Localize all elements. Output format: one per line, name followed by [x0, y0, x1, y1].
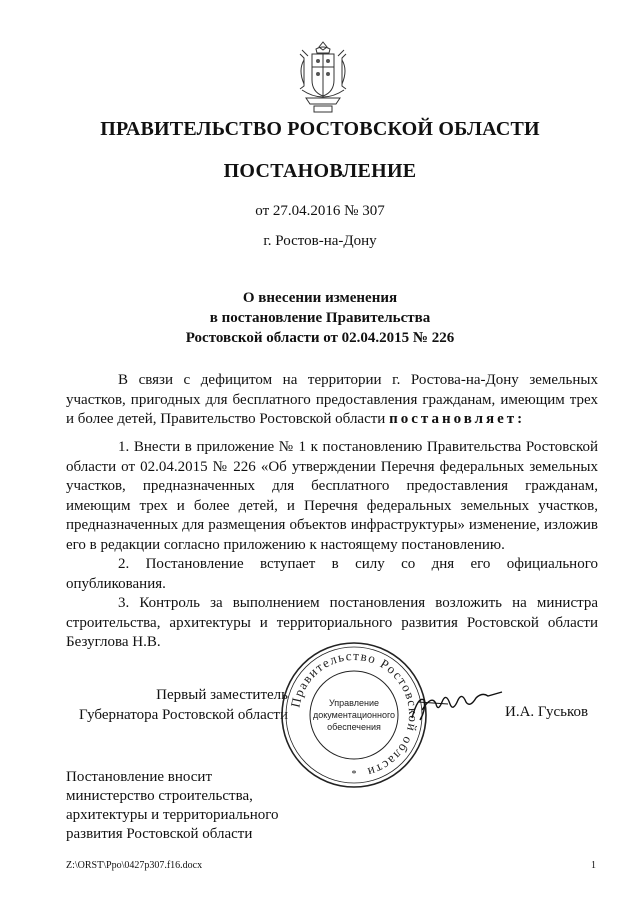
signature-icon [408, 688, 508, 728]
note-line: развития Ростовской области [66, 826, 253, 842]
submitter-note [66, 768, 326, 844]
decree-item-1: 1. Внести в приложение № 1 к постановлению Правительства Ростовской области от 02.04.2015 № 226 «Об утверждении Перечня федеральных земельных участков, предназначенных для бесплатного предоставления гражданам, имеющим трех и более детей, и Перечня федеральных земельных участков, предназначенных для размещения объектов инфраструктуры» изменение, изложив его в редакции согласно приложению к настоящему постановлению. [66, 439, 598, 553]
stamp-ring-text: Правительство Ростовской области [287, 647, 422, 781]
decree-word: постановляет: [389, 411, 526, 427]
note-line: Постановление вносит [66, 769, 213, 785]
svg-text:*: * [351, 769, 357, 780]
stamp-inner-line: Управление [328, 698, 380, 708]
decree-items [66, 438, 598, 653]
subject-line: О внесении изменения [242, 290, 398, 306]
signatory-name: И.А. Гуськов [505, 704, 589, 720]
note-line: архитектуры и территориального [66, 807, 279, 823]
intro-text: В связи с дефицитом на территории г. Ростова-на-Дону земельных участков, пригодных для бесплатного предоставления гражданам, имеющим трех и более детей, Правительство Ростовской области [66, 372, 598, 427]
document-subject [0, 288, 640, 348]
signatory-position [66, 685, 288, 725]
government-title: ПРАВИТЕЛЬСТВО РОСТОВСКОЙ ОБЛАСТИ [100, 118, 540, 140]
document-type-title: ПОСТАНОВЛЕНИЕ [223, 160, 417, 182]
subject-line: Ростовской области от 02.04.2015 № 226 [185, 330, 455, 346]
page-number: 1 [591, 860, 596, 871]
file-path: Z:\ORST\Ppo\0427p307.f16.docx [66, 860, 203, 871]
note-line: министерство строительства, [66, 788, 253, 804]
subject-line: в постановление Правительства [209, 310, 431, 326]
decree-item-2: 2. Постановление вступает в силу со дня его официального опубликования. [66, 556, 598, 592]
stamp-inner-line: документационного [312, 710, 396, 720]
city: г. Ростов-на-Дону [263, 233, 377, 249]
decree-item-3: 3. Контроль за выполнением постановления возложить на министра строительства, архитектуры и территориального развития Ростовской области Безуглова Н.В. [66, 595, 598, 650]
stamp-inner-line: обеспечения [327, 722, 381, 732]
intro-paragraph [66, 371, 598, 430]
date-and-number: от 27.04.2016 № 307 [255, 203, 385, 219]
coat-of-arms-icon [294, 40, 352, 118]
position-line: Губернатора Ростовской области [78, 707, 288, 723]
position-line: Первый заместитель [156, 687, 288, 703]
